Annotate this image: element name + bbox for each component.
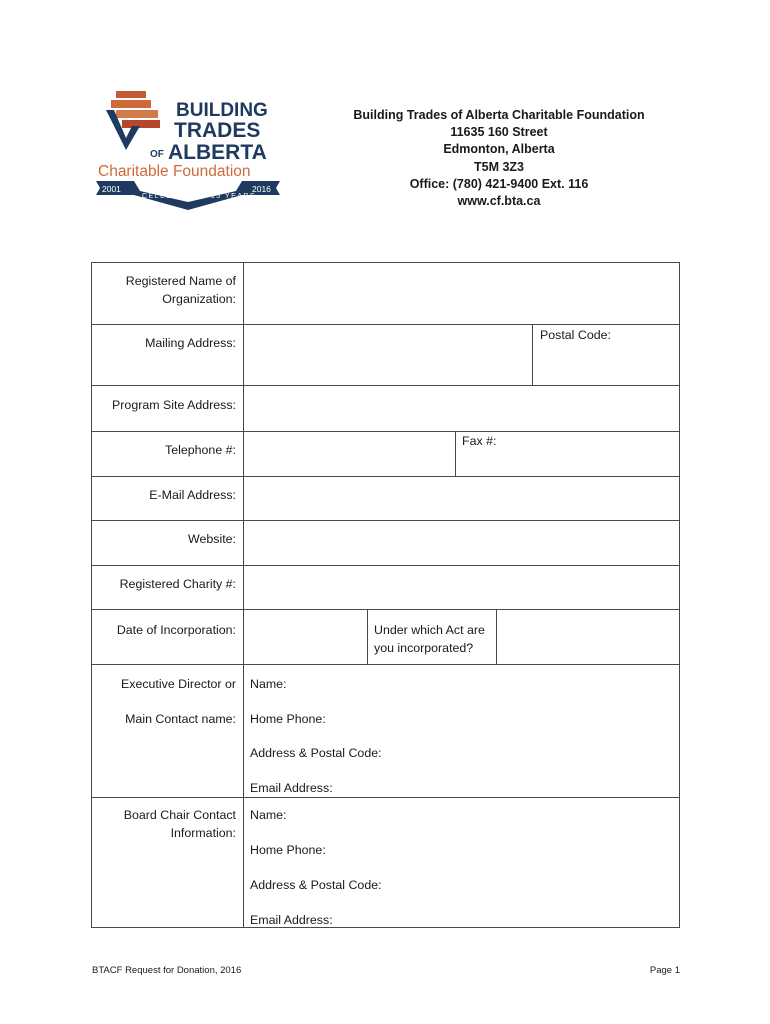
registered-name-label: Registered Name of Organization:: [125, 274, 236, 306]
foundation-logo: [92, 88, 284, 216]
incorporation-date-input[interactable]: [244, 610, 367, 664]
mailing-address-input[interactable]: [244, 325, 532, 385]
incorporation-act-label: Under which Act are you incorporated?: [374, 623, 485, 655]
header-postal: T5M 3Z3: [473, 159, 524, 174]
board-email-field[interactable]: Email Address:: [250, 913, 333, 927]
exec-home-phone-field[interactable]: Home Phone:: [250, 712, 326, 726]
incorporation-act-input[interactable]: [497, 610, 679, 664]
exec-address-field[interactable]: Address & Postal Code:: [250, 746, 382, 760]
logo-of: OF: [150, 149, 164, 160]
incorporation-date-label: Date of Incorporation:: [116, 623, 236, 637]
logo-trades: TRADES: [174, 119, 261, 142]
header-website: www.cf.bta.ca: [457, 194, 541, 209]
header-org-name: Building Trades of Alberta Charitable Foundation: [353, 108, 645, 122]
row-separator: [91, 664, 680, 665]
executive-director-label-line2: Main Contact name:: [125, 712, 236, 726]
board-name-field[interactable]: Name:: [250, 808, 287, 822]
website-label: Website:: [188, 532, 236, 546]
exec-name-field[interactable]: Name:: [250, 677, 287, 691]
logo-building: BUILDING: [176, 100, 268, 121]
header-office-phone: Office: (780) 421-9400 Ext. 116: [409, 176, 589, 191]
telephone-input[interactable]: [244, 432, 455, 476]
form-bottom-border: [91, 927, 680, 928]
logo-year-right: 2016: [252, 184, 271, 194]
logo-ribbon-text: CELEBRATING 15 YEARS: [142, 193, 257, 200]
logo-charitable-foundation: Charitable Foundation: [98, 163, 251, 180]
board-address-field[interactable]: Address & Postal Code:: [250, 878, 382, 892]
footer-document-title: BTACF Request for Donation, 2016: [92, 965, 242, 976]
fax-label: Fax #:: [462, 434, 497, 448]
act-divider-left: [367, 609, 368, 665]
exec-email-field[interactable]: Email Address:: [250, 781, 333, 795]
organization-header: [340, 107, 658, 210]
header-city: Edmonton, Alberta: [443, 142, 555, 157]
charity-label: Registered Charity #:: [119, 577, 236, 591]
telephone-label: Telephone #:: [165, 443, 236, 457]
mailing-address-label: Mailing Address:: [145, 336, 236, 350]
executive-director-label-line1: Executive Director or: [121, 677, 236, 691]
header-street: 11635 160 Street: [450, 125, 548, 140]
logo-bar: [122, 120, 160, 128]
charity-number-input[interactable]: [244, 566, 679, 609]
registered-name-input[interactable]: [244, 263, 679, 324]
logo-bar: [111, 100, 151, 108]
form-left-border: [91, 262, 92, 928]
postal-code-label: Postal Code:: [540, 328, 611, 342]
logo-alberta: ALBERTA: [168, 141, 267, 164]
logo-year-left: 2001: [102, 184, 121, 194]
board-chair-label: Board Chair Contact Information:: [123, 808, 236, 840]
row-separator: [91, 797, 680, 798]
form-right-border: [679, 262, 680, 928]
footer-page-number: Page 1: [649, 965, 680, 976]
website-input[interactable]: [244, 521, 679, 565]
email-label: E-Mail Address:: [149, 488, 236, 502]
board-home-phone-field[interactable]: Home Phone:: [250, 843, 326, 857]
logo-bar: [116, 110, 158, 118]
program-site-input[interactable]: [244, 386, 679, 431]
logo-bar: [116, 91, 146, 98]
email-input[interactable]: [244, 477, 679, 520]
program-site-label: Program Site Address:: [112, 398, 236, 412]
